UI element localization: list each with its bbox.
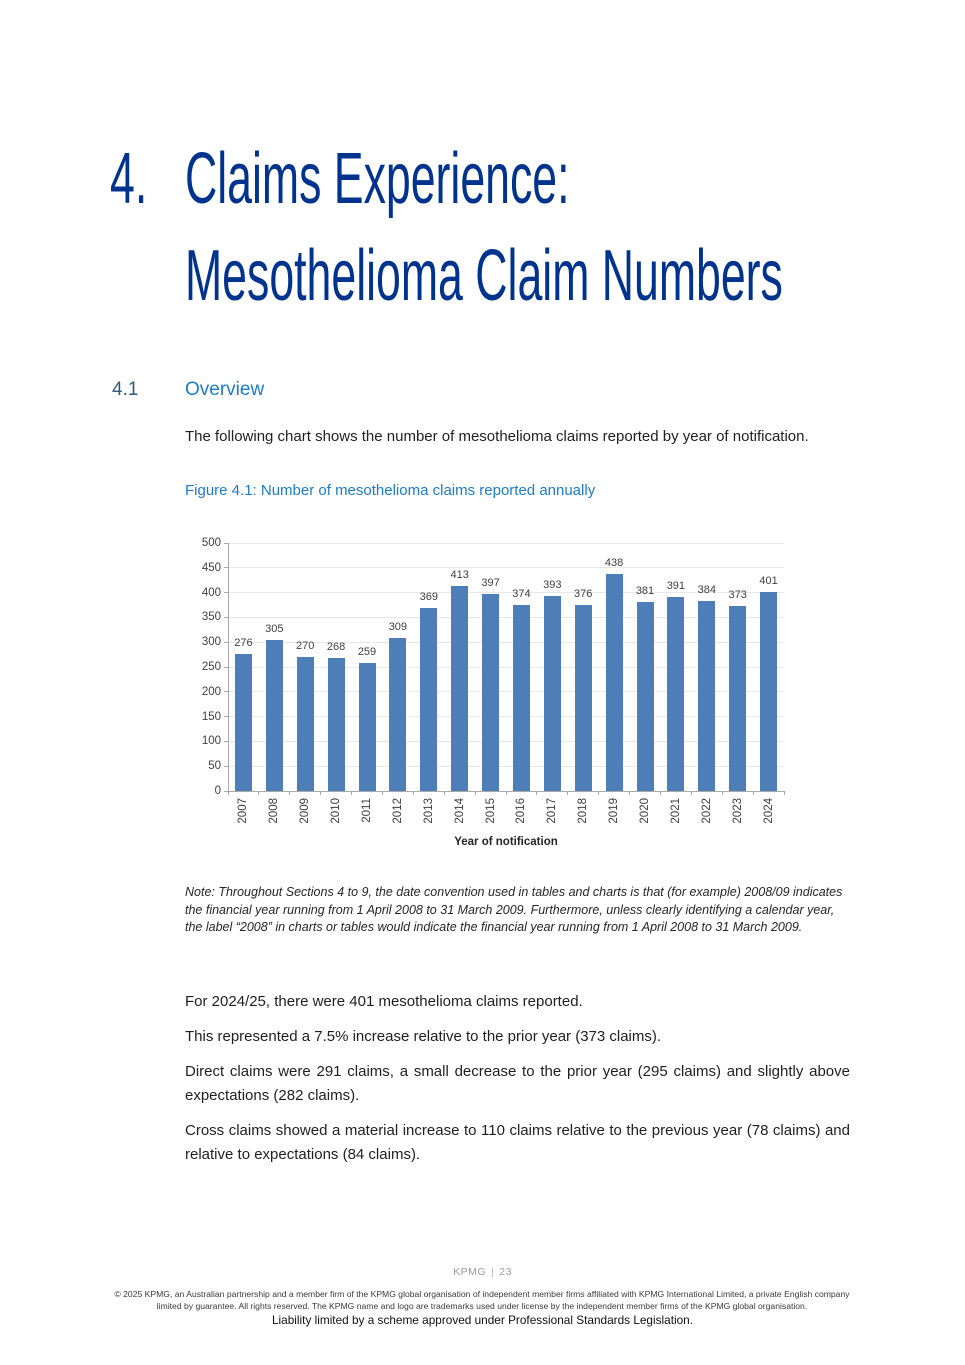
x-tick-label: 2020 [639, 798, 651, 824]
bar-2015 [482, 594, 499, 791]
footer-brand: KPMG [453, 1266, 486, 1278]
x-axis-title: Year of notification [454, 836, 558, 848]
bar-value-label: 397 [481, 577, 500, 590]
x-tick-label: 2007 [237, 798, 250, 824]
x-axis-tick [413, 791, 414, 795]
y-tick-label: 100 [201, 735, 221, 748]
x-axis-tick [228, 791, 229, 795]
footer-liability: Liability limited by a scheme approved under Professional Standards Legislation. [272, 1313, 693, 1327]
bar-value-label: 401 [759, 575, 778, 588]
bar-value-label: 376 [574, 587, 593, 600]
bar-value-label: 309 [388, 620, 408, 633]
chapter-title-line1: Claims Experience: [185, 139, 570, 219]
section-number: 4.1 [112, 379, 139, 400]
bar-2011 [359, 663, 376, 791]
x-axis-tick [475, 791, 476, 795]
bar-value-label: 305 [265, 622, 284, 635]
x-axis-tick [320, 791, 321, 795]
x-tick-label: 2021 [669, 798, 682, 824]
x-axis-tick [351, 791, 352, 795]
x-axis-tick [660, 791, 661, 795]
bar-2023 [729, 606, 746, 791]
y-tick-label: 400 [201, 586, 221, 599]
paragraph-claims-reported: For 2024/25, there were 401 mesothelioma claims reported. [185, 993, 583, 1010]
bar-2012 [389, 638, 406, 791]
x-axis-tick [289, 791, 290, 795]
bar-2009 [297, 657, 314, 791]
paragraph-cross-claims: Cross claims showed a material increase to 110 claims relative to the previous year (78 claims) and relative to expectations (84 claims). [185, 1122, 850, 1163]
x-tick-label: 2011 [361, 798, 373, 823]
bar-2010 [328, 658, 345, 791]
bar-value-label: 393 [543, 579, 562, 592]
bar-value-label: 413 [450, 569, 469, 582]
bar-2018 [575, 605, 592, 791]
bar-2022 [698, 601, 715, 791]
y-tick-label: 200 [201, 685, 221, 698]
bar-value-label: 391 [666, 580, 686, 593]
bar-value-label: 381 [635, 585, 655, 598]
bar-value-label: 270 [296, 640, 315, 653]
bar-value-label: 369 [419, 590, 438, 603]
y-tick-label: 250 [201, 661, 221, 673]
x-tick-label: 2010 [330, 798, 343, 824]
bar-value-label: 276 [234, 637, 253, 650]
section-title: Overview [185, 379, 265, 400]
bar-value-label: 259 [357, 645, 377, 658]
footer-page-line [0, 1266, 965, 1278]
x-axis-tick [506, 791, 507, 795]
y-tick-label: 450 [201, 561, 221, 574]
x-tick-label: 2013 [422, 798, 435, 824]
bar-2016 [513, 605, 530, 791]
x-tick-label: 2022 [700, 798, 713, 824]
bar-value-label: 268 [326, 641, 346, 654]
x-tick-label: 2009 [299, 798, 312, 824]
bar-value-label: 373 [728, 588, 747, 601]
x-tick-label: 2016 [515, 798, 528, 824]
x-tick-label: 2023 [731, 798, 744, 824]
x-tick-label: 2014 [453, 798, 466, 824]
x-axis-tick [629, 791, 630, 795]
y-tick-label: 300 [201, 636, 221, 649]
bar-2024 [760, 592, 777, 791]
bar-2021 [667, 597, 684, 791]
x-tick-label: 2015 [484, 798, 497, 824]
bar-2008 [266, 640, 283, 791]
x-axis-tick [691, 791, 692, 795]
x-axis-tick [536, 791, 537, 795]
x-tick-label: 2017 [546, 798, 559, 824]
x-tick-label: 2008 [268, 798, 281, 824]
bar-value-label: 384 [697, 583, 716, 596]
footer-separator: | [491, 1266, 495, 1278]
x-axis-tick [598, 791, 599, 795]
x-axis-tick [784, 791, 785, 795]
x-axis-tick [258, 791, 259, 795]
footer-copyright: © 2025 KPMG, an Australian partnership and a member firm of the KPMG global organisation of independent member firms affiliated with KPMG International Limited, a private English company limited by guarantee. All rights reserved. The KPMG name and logo are trademarks used under license by the independent member firms of the KPMG global organisation. [114, 1289, 850, 1311]
x-tick-label: 2012 [391, 798, 404, 824]
y-tick-label: 150 [201, 710, 221, 723]
bar-2019 [606, 574, 623, 791]
note-paragraph: Note: Throughout Sections 4 to 9, the date convention used in tables and charts is that (for example) 2008/09 indicates the financial year running from 1 April 2008 to 31 March 2009. Furthermore, unless clearly identifying a calendar year, the label “2008” in charts or tables would indicate the financial year running from 1 April 2008 to 31 March 2009. [185, 885, 843, 934]
x-tick-label: 2019 [608, 798, 621, 824]
bar-value-label: 438 [604, 556, 624, 569]
x-axis-tick [444, 791, 445, 795]
y-tick-label: 500 [201, 537, 221, 549]
bar-2007 [235, 654, 252, 791]
grid-line [228, 543, 784, 544]
x-tick-label: 2024 [762, 798, 775, 824]
y-tick-label: 350 [201, 611, 221, 624]
bar-2014 [451, 586, 468, 791]
x-axis-tick [567, 791, 568, 795]
x-tick-label: 2018 [577, 798, 590, 824]
x-axis-tick [722, 791, 723, 795]
y-tick-label: 50 [208, 760, 221, 773]
paragraph-direct-claims: Direct claims were 291 claims, a small decrease to the prior year (295 claims) and slightly above expectations (282 claims). [185, 1063, 850, 1104]
x-axis-tick [382, 791, 383, 795]
bar-2017 [544, 596, 561, 791]
paragraph-increase: This represented a 7.5% increase relative to the prior year (373 claims). [185, 1028, 662, 1045]
grid-line [228, 567, 784, 568]
y-tick-label: 0 [214, 785, 221, 797]
body-paragraphs [185, 990, 850, 1178]
figure-4-1-chart [195, 520, 795, 865]
footer-page-number: 23 [499, 1266, 512, 1278]
bar-2013 [420, 608, 437, 791]
chapter-title [185, 131, 965, 325]
chapter-number-text: 4. [110, 139, 148, 219]
intro-paragraph: The following chart shows the number of mesothelioma claims reported by year of notification. [185, 428, 809, 445]
chapter-number [110, 131, 170, 228]
figure-caption: Figure 4.1: Number of mesothelioma claims reported annually [185, 482, 596, 499]
chapter-title-line2: Mesothelioma Claim Numbers [185, 236, 783, 316]
y-axis-line [228, 543, 229, 791]
x-axis-tick [753, 791, 754, 795]
bar-value-label: 374 [512, 588, 531, 601]
bar-2020 [637, 602, 654, 791]
